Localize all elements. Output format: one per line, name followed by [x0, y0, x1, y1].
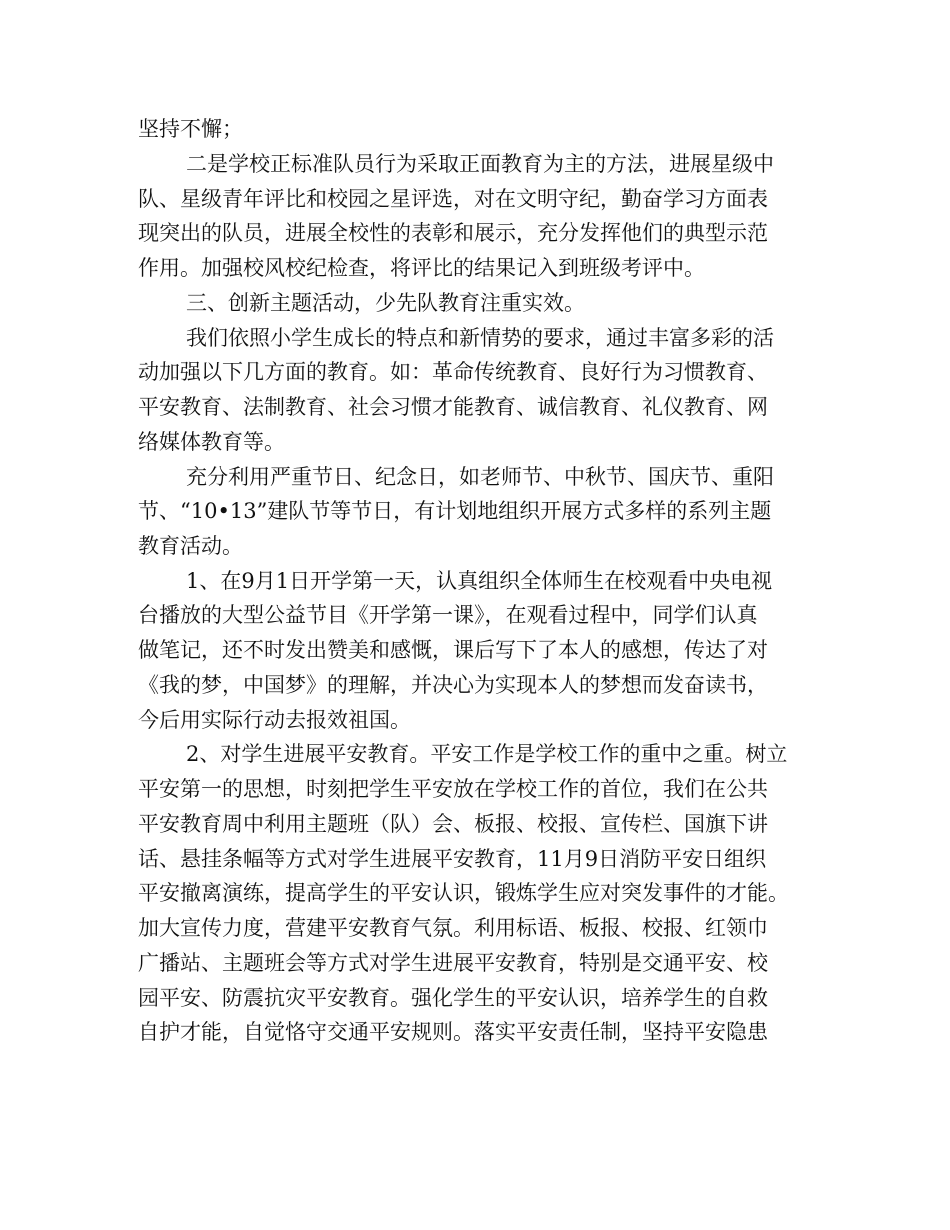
- text-line: 作用。加强校风校纪检查，将评比的结果记入到班级考评中。: [138, 256, 705, 280]
- paragraph-first-line: 2、对学生进展平安教育。平安工作是学校工作的重中之重。树立: [186, 742, 788, 766]
- text-line: 平安撤离演练，提高学生的平安认识，锻炼学生应对突发事件的才能。: [138, 881, 789, 905]
- text-line: 《我的梦，中国梦》的理解，并决心为实现本人的梦想而发奋读书，: [138, 673, 768, 697]
- text-line: 络媒体教育等。: [138, 430, 285, 454]
- text-line: 话、悬挂条幅等方式对学生进展平安教育，11月9日消防平安日组织: [138, 847, 767, 871]
- text-line: 平安第一的思想，时刻把学生平安放在学校工作的首位，我们在公共: [138, 777, 768, 801]
- text-line: 今后用实际行动去报效祖国。: [138, 708, 411, 732]
- text-line: 节、“10•13”建队节等节日，有计划地组织开展方式多样的系列主题: [138, 499, 772, 523]
- text-line: 自护才能，自觉恪守交通平安规则。落实平安责任制，坚持平安隐患: [138, 1020, 768, 1044]
- paragraph-first-line: 二是学校正标准队员行为采取正面教育为主的方法，进展星级中: [186, 152, 774, 176]
- paragraph-first-line: 我们依照小学生成长的特点和新情势的要求，通过丰富多彩的活: [186, 326, 774, 350]
- text-line: 广播站、主题班会等方式对学生进展平安教育，特别是交通平安、校: [138, 951, 768, 975]
- text-line: 坚持不懈；: [138, 117, 243, 141]
- text-line: 平安教育周中利用主题班（队）会、板报、校报、宣传栏、国旗下讲: [138, 812, 768, 836]
- paragraph-first-line: 充分利用严重节日、纪念日，如老师节、中秋节、国庆节、重阳: [186, 465, 774, 489]
- text-line: 园平安、防震抗灾平安教育。强化学生的平安认识，培养学生的自救: [138, 986, 768, 1010]
- text-line: 做笔记，还不时发出赞美和感慨，课后写下了本人的感想，传达了对: [138, 638, 768, 662]
- paragraph-first-line: 1、在9月1日开学第一天，认真组织全体师生在校观看中央电视: [186, 569, 773, 593]
- text-line: 教育活动。: [138, 534, 243, 558]
- section-heading: 三、创新主题活动，少先队教育注重实效。: [186, 291, 585, 315]
- text-line: 平安教育、法制教育、社会习惯才能教育、诚信教育、礼仪教育、网: [138, 395, 768, 419]
- text-line: 现突出的队员，进展全校性的表彰和展示，充分发挥他们的典型示范: [138, 221, 768, 245]
- text-line: 加大宣传力度，营建平安教育气氛。利用标语、板报、校报、红领巾: [138, 916, 768, 940]
- text-line: 动加强以下几方面的教育。如：革命传统教育、良好行为习惯教育、: [138, 360, 768, 384]
- text-line: 台播放的大型公益节目《开学第一课》，在观看过程中，同学们认真: [138, 603, 758, 627]
- text-line: 队、星级青年评比和校园之星评选，对在文明守纪，勤奋学习方面表: [138, 187, 768, 211]
